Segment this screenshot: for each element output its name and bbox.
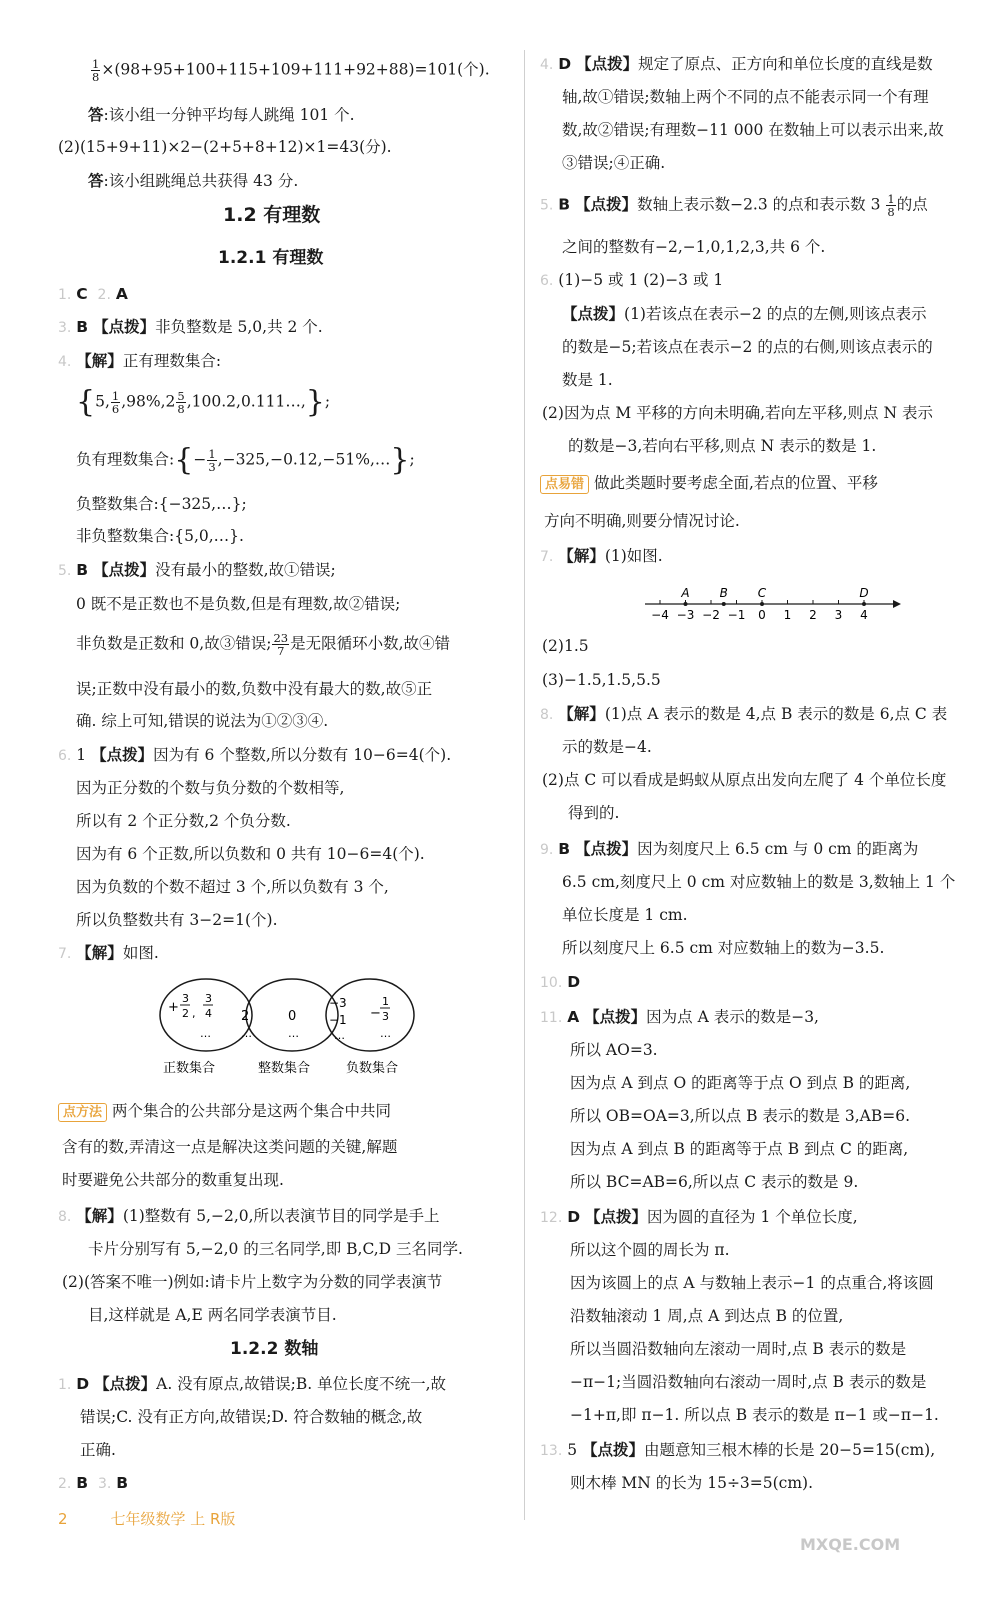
r1: 1. D 【点拨】A. 没有原点,故错误;B. 单位长度不统一,故: [58, 1375, 446, 1393]
venn-frac-den: 4: [205, 1007, 212, 1020]
text-line: 之间的整数有−2,−1,0,1,2,3,共 6 个.: [562, 238, 826, 256]
text-line: 所以有 2 个正分数,2 个负分数.: [76, 812, 291, 830]
venn-frac-num: 3: [205, 992, 212, 1005]
text-line: 时要避免公共部分的数重复出现.: [62, 1171, 284, 1189]
section-heading: 1.2 有理数: [223, 204, 321, 226]
text-line: 因为点 A 到点 B 的距离等于点 B 到点 C 的距离,: [570, 1140, 909, 1158]
axis-point-label: D: [859, 586, 869, 600]
venn-minus-three: −3: [329, 996, 347, 1010]
r10: 10. D: [540, 973, 581, 991]
text-line: 误;正数中没有最小的数,负数中没有最大的数,故⑤正: [76, 680, 433, 698]
venn-label-integer: 整数集合: [258, 1061, 311, 1076]
q4: 4. 【解】正有理数集合:: [58, 352, 222, 370]
answer-line: 答:该小组一分钟平均每人跳绳 101 个.: [88, 106, 355, 124]
text-line: 得到的.: [568, 804, 620, 822]
text-line: 所以 OB=OA=3,所以点 B 表示的数是 3,AB=6.: [570, 1107, 911, 1125]
venn-minus: −: [370, 1006, 381, 1021]
text-line: 的数是−5;若该点在表示−2 的点的右侧,则该点表示的: [562, 338, 933, 356]
axis-point: [684, 602, 688, 606]
text-line: 所以当圆沿数轴向左滚动一周时,点 B 表示的数是: [570, 1340, 907, 1358]
answer-line: 答:该小组跳绳总共获得 43 分.: [88, 172, 299, 190]
positive-set: {5, $\frac{1}{6}$ ,98%,2 $\frac{5}{8}$ ,100.2,0.111…,};: [76, 384, 331, 420]
text-line: (2)1.5: [542, 637, 589, 655]
r7: 7. 【解】(1)如图.: [540, 547, 663, 565]
text-line: 目,这样就是 A,E 两名同学表演节目.: [88, 1306, 337, 1324]
q7: 7. 【解】如图.: [58, 944, 159, 962]
axis-tick-label: 2: [809, 608, 817, 622]
column-divider: [524, 50, 525, 1520]
axis-tick-label: 3: [834, 608, 843, 622]
r6: 6. (1)−5 或 1 (2)−3 或 1: [540, 271, 724, 289]
venn-label-negative: 负数集合: [346, 1061, 399, 1076]
text-line: 正确.: [80, 1441, 116, 1459]
text-line: 单位长度是 1 cm.: [562, 906, 688, 924]
text-line: 含有的数,弄清这一点是解决这类问题的关键,解题: [62, 1138, 398, 1156]
text-line: 数是 1.: [562, 371, 613, 389]
r4: 4. D 【点拨】规定了原点、正方向和单位长度的直线是数: [540, 55, 933, 73]
venn-dots: …: [334, 1029, 345, 1042]
r11: 11. A 【点拨】因为点 A 表示的数是−3,: [540, 1008, 819, 1026]
axis-point-label: C: [757, 586, 767, 600]
text-line: 所以这个圆的周长为 π.: [570, 1241, 730, 1259]
venn-dots: …: [288, 1027, 299, 1040]
text-line: 负整数集合:{−325,…};: [76, 495, 247, 513]
text-line: 所以负整数共有 3−2=1(个).: [76, 911, 278, 929]
venn-minus-one: −1: [329, 1013, 347, 1027]
text-line: 因为点 A 到点 O 的距离等于点 O 到点 B 的距离,: [570, 1074, 911, 1092]
axis-point: [862, 602, 866, 606]
venn-frac-num: 1: [382, 995, 389, 1008]
text-line: 0 既不是正数也不是负数,但是有理数,故②错误;: [76, 595, 401, 613]
venn-plus: +: [168, 1000, 179, 1015]
q8: 8. 【解】(1)整数有 5,−2,0,所以表演节目的同学是手上: [58, 1207, 440, 1225]
venn-diagram: [158, 975, 428, 1080]
method-tip: 点方法 两个集合的公共部分是这两个集合中共同: [58, 1100, 391, 1122]
text-line: 示的数是−4.: [562, 738, 652, 756]
watermark: MXQE.COM: [800, 1535, 901, 1554]
axis-tick-label: 1: [783, 608, 792, 622]
page-number: 2: [58, 1510, 68, 1528]
text-line: (2)点 C 可以看成是蚂蚁从原点出发向左爬了 4 个单位长度: [542, 771, 947, 789]
text-line: 则木棒 MN 的长为 15÷3=5(cm).: [570, 1474, 814, 1492]
text-line: 所以 BC=AB=6,所以点 C 表示的数是 9.: [570, 1173, 859, 1191]
text-line: 非负数是正数和 0,故③错误; $\frac{23}{7}$ 是无限循环小数,故④错: [76, 631, 451, 658]
text-line: 非负整数集合:{5,0,…}.: [76, 527, 244, 545]
text-line: 因为负数的个数不超过 3 个,所以负数有 3 个,: [76, 878, 389, 896]
q5: 5. B 【点拨】没有最小的整数,故①错误;: [58, 561, 336, 579]
text-line: 6.5 cm,刻度尺上 0 cm 对应数轴上的数是 3,数轴上 1 个: [562, 873, 956, 891]
r5: 5. B 【点拨】数轴上表示数−2.3 的点和表示数 3 $\frac{1}{8}$ 的点: [540, 192, 928, 219]
r2-3: 2. B 3. B: [58, 1474, 129, 1492]
negative-set: 负有理数集合:{− $\frac{1}{3}$ ,−325,−0.12,−51%,…};: [76, 442, 415, 478]
r9: 9. B 【点拨】因为刻度尺上 6.5 cm 与 0 cm 的距离为: [540, 840, 919, 858]
axis-tick-label: −2: [702, 608, 720, 622]
axis-arrow: [893, 600, 901, 608]
text-line: 所以刻度尺上 6.5 cm 对应数轴上的数为−3.5.: [562, 939, 885, 957]
text-line: 因为正分数的个数与负分数的个数相等,: [76, 779, 345, 797]
axis-tick-label: 4: [860, 608, 868, 622]
venn-label-positive: 正数集合: [163, 1061, 216, 1076]
axis-tick-label: −1: [727, 608, 746, 622]
venn-dots: …: [380, 1027, 391, 1040]
text-line: 轴,故①错误;数轴上两个不同的点不能表示同一个有理: [562, 88, 929, 106]
text-line: (2)因为点 M 平移的方向未明确,若向左平移,则点 N 表示: [542, 404, 933, 422]
axis-tick-label: 0: [758, 608, 766, 622]
subsection-heading: 1.2.1 有理数: [218, 248, 324, 268]
text-line: (3)−1.5,1.5,5.5: [542, 671, 661, 689]
page-footer: [58, 1508, 235, 1529]
venn-dots: …: [241, 1027, 252, 1040]
text-line: −1+π,即 π−1. 所以点 B 表示的数是 π−1 或−π−1.: [570, 1406, 939, 1424]
venn-frac-den: 2: [182, 1007, 189, 1020]
venn-dots: …: [200, 1027, 211, 1040]
r12: 12. D 【点拨】因为圆的直径为 1 个单位长度,: [540, 1208, 858, 1226]
axis-point: [722, 602, 726, 606]
q1-2: 1. C 2. A: [58, 285, 128, 303]
axis-point: [760, 602, 764, 606]
text-line: 【点拨】(1)若该点在表示−2 的点的左侧,则该点表示: [562, 305, 927, 323]
axis-tick-label: −4: [651, 608, 669, 622]
text-line: 沿数轴滚动 1 周,点 A 到达点 B 的位置,: [570, 1307, 844, 1325]
q3: 3. B 【点拨】非负整数是 5,0,共 2 个.: [58, 318, 323, 336]
venn-zero: 0: [288, 1009, 297, 1024]
subsection-heading: 1.2.2 数轴: [230, 1339, 319, 1359]
fraction: $\frac{1}{8}$: [92, 57, 100, 84]
text-line: 卡片分别写有 5,−2,0 的三名同学,即 B,C,D 三名同学.: [88, 1240, 463, 1258]
text-line: 因为该圆上的点 A 与数轴上表示−1 的点重合,将该圆: [570, 1274, 934, 1292]
text-line: 的数是−3,若向右平移,则点 N 表示的数是 1.: [568, 437, 877, 455]
venn-frac-num: 3: [182, 992, 189, 1005]
venn-two: 2: [241, 1009, 250, 1024]
method-tag: 点方法: [58, 1103, 107, 1122]
text-line: 数,故②错误;有理数−11 000 在数轴上可以表示出来,故: [562, 121, 944, 139]
book-title: 七年级数学 上 R版: [110, 1510, 236, 1528]
venn-frac-den: 3: [382, 1010, 389, 1023]
text-line: 错误;C. 没有正方向,故错误;D. 符合数轴的概念,故: [80, 1408, 423, 1426]
text-line: −π−1;当圆沿数轴向右滚动一周时,点 B 表示的数是: [570, 1373, 927, 1391]
svg-text:,: ,: [192, 1007, 196, 1020]
text-line: (2)(15+9+11)×2−(2+5+8+12)×1=43(分).: [58, 138, 392, 156]
text-line: 方向不明确,则要分情况讨论.: [544, 512, 740, 530]
axis-point-label: A: [681, 586, 690, 600]
axis-tick-label: −3: [676, 608, 695, 622]
r8: 8. 【解】(1)点 A 表示的数是 4,点 B 表示的数是 6,点 C 表: [540, 705, 948, 723]
q6: 6. 1 【点拨】因为有 6 个整数,所以分数有 10−6=4(个).: [58, 746, 452, 764]
text-line: 确. 综上可知,错误的说法为①②③④.: [76, 712, 329, 730]
text-line: (2)(答案不唯一)例如:请卡片上数字为分数的同学表演节: [62, 1273, 443, 1291]
text-line: ③错误;④正确.: [562, 154, 666, 172]
text-line: 因为有 6 个正数,所以负数和 0 共有 10−6=4(个).: [76, 845, 425, 863]
warning-tip: 点易错 做此类题时要考虑全面,若点的位置、平移: [540, 472, 878, 494]
text-line: 所以 AO=3.: [570, 1041, 658, 1059]
axis-point-label: B: [719, 586, 728, 600]
r13: 13. 5 【点拨】由题意知三根木棒的长是 20−5=15(cm),: [540, 1441, 936, 1459]
number-line: [645, 580, 905, 625]
avg-formula: $\frac{1}{8}$ ×(98+95+100+115+109+111+92+88)=101(个).: [92, 57, 490, 84]
warning-tag: 点易错: [540, 475, 589, 494]
